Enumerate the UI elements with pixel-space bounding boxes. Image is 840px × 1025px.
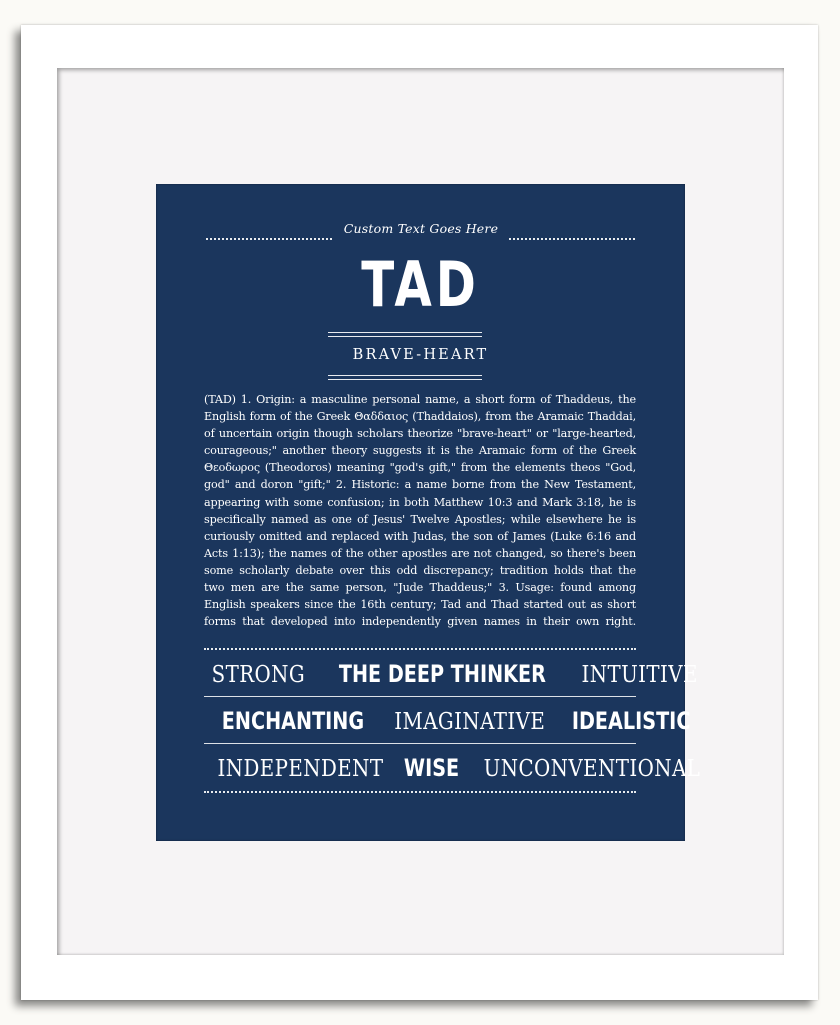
definition-line: Θεοδωρος (Theodoros) meaning "god's gift," from the elements theos "God, — [204, 461, 636, 475]
traits-row-3 — [204, 751, 701, 785]
definition-line: (TAD) 1. Origin: a masculine personal name, a short form of Thaddeus, the — [204, 393, 636, 406]
dotted-rule-traits-bottom — [204, 791, 636, 793]
definition-line: appearing with some confusion; in both Matthew 10:3 and Mark 3:18, he is — [204, 495, 636, 509]
traits-divider-2 — [204, 743, 636, 744]
dotted-rule-traits-top — [204, 648, 636, 650]
dotted-rule-left — [206, 238, 332, 240]
definition-line: forms that developed into independently given names in their own right. — [204, 615, 636, 629]
double-rule-bottom — [328, 375, 482, 380]
double-rule-top — [328, 332, 482, 337]
name-title: TAD — [361, 248, 480, 321]
definition-line: Acts 1:13); the names of the other apostles are not changed, so there's been — [204, 546, 636, 560]
definition-line: English speakers since the 16th century; Tad and Thad started out as short — [204, 598, 636, 612]
trait-word: INTUITIVE — [581, 662, 698, 688]
trait-word: STRONG — [211, 662, 306, 688]
custom-text: Custom Text Goes Here — [343, 221, 499, 236]
definition-line: some scholarly debate over this odd discrepancy; tradition holds that the — [204, 563, 636, 577]
definition-line: curiously omitted and replaced with Judas, the son of James (Luke 6:16 and — [204, 529, 636, 543]
traits-divider-1 — [204, 696, 636, 697]
definition-line: courageous;" another theory suggests it is the Aramaic form of the Greek — [204, 444, 636, 458]
name-meaning: BRAVE-HEART — [352, 347, 489, 363]
definition-line: god" and doron "gift;" 2. Historic: a name borne from the New Testament, — [204, 478, 636, 492]
mat-board — [57, 68, 784, 955]
definition-line: specifically named as one of Jesus' Twelve Apostles; while elsewhere he is — [204, 512, 636, 526]
picture-frame — [21, 25, 818, 1000]
definition-line: English form of the Greek Θαδδαιος (Thaddaios), from the Aramaic Thaddai, — [204, 410, 636, 424]
definition-text — [204, 391, 636, 630]
trait-word: ENCHANTING — [221, 707, 365, 735]
trait-word: IMAGINATIVE — [394, 709, 546, 735]
traits-row-1 — [204, 657, 698, 691]
dotted-rule-right — [509, 238, 635, 240]
name-print — [156, 184, 701, 841]
trait-word: UNCONVENTIONAL — [483, 756, 701, 782]
trait-word: IDEALISTIC — [572, 707, 691, 735]
definition-line: two men are the same person, "Jude Thaddeus;" 3. Usage: found among — [204, 581, 636, 595]
trait-word: WISE — [403, 754, 460, 782]
definition-line: of uncertain origin though scholars theorize "brave-heart" or "large-hearted, — [204, 427, 636, 441]
trait-word: INDEPENDENT — [217, 756, 384, 782]
traits-row-2 — [204, 704, 691, 738]
trait-word: THE DEEP THINKER — [338, 660, 546, 688]
